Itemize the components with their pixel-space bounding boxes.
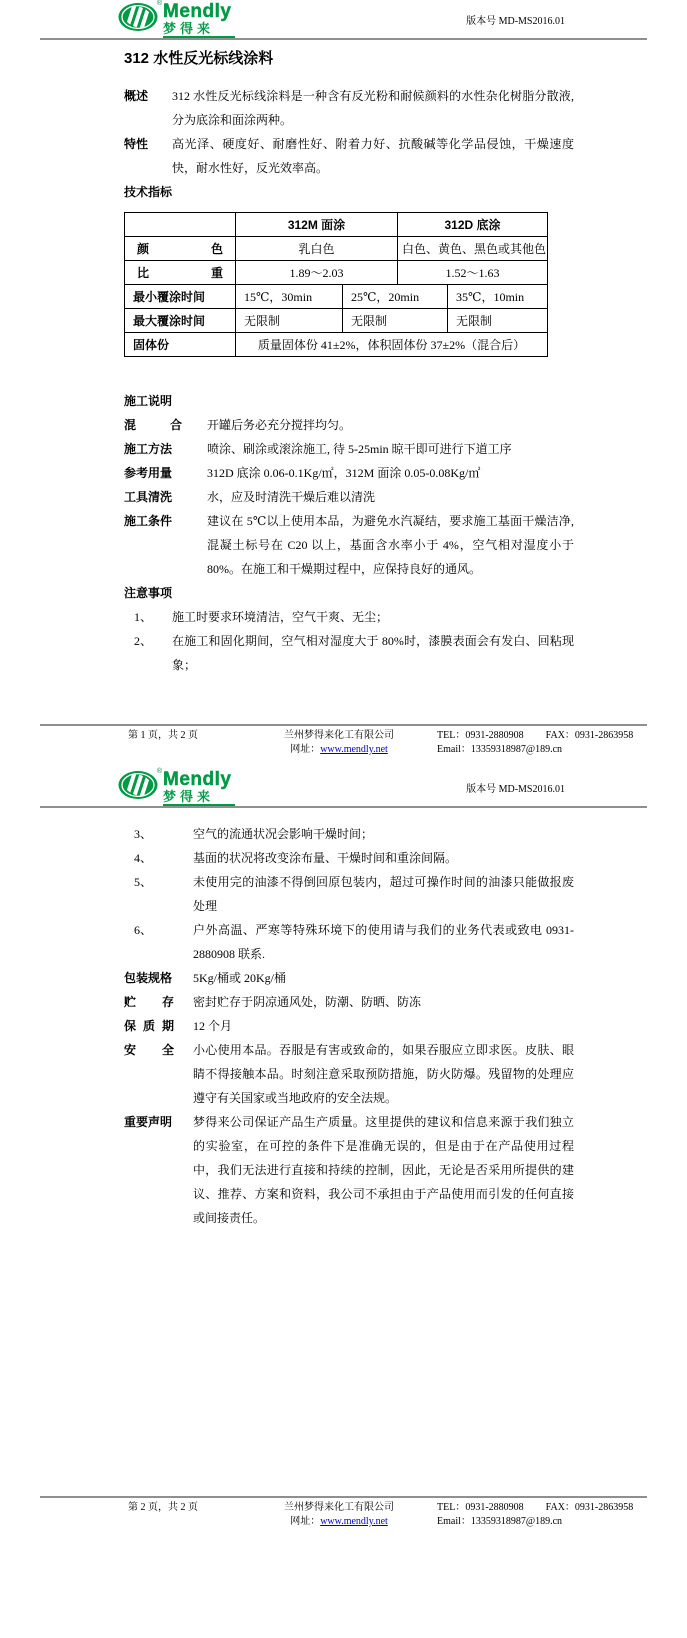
row-disclaimer — [124, 1110, 574, 1230]
note-item-3 — [124, 822, 574, 846]
notes-heading: 注意事项 — [124, 586, 173, 600]
page-number: 第 1 页，共 2 页 — [128, 730, 198, 741]
registered-mark: ® — [156, 0, 162, 7]
row-safety — [124, 1038, 574, 1110]
document-title: 312 水性反光标线涂料 — [124, 50, 274, 67]
conditions-label: 施工条件 — [124, 514, 173, 528]
note-4-text: 基面的状况将改变涂布量、干燥时间和重涂间隔。 — [193, 851, 458, 865]
packing-text: 5Kg/桶或 20Kg/桶 — [193, 971, 287, 985]
conditions-text: 建议在 5℃以上使用本品，为避免水汽凝结，要求施工基面干燥洁净, 混凝土标号在 C20 以上，基面含水率小于 4%，空气相对湿度小于 80%。在施工和干燥期过程中，应保持良好的通风。 — [207, 514, 574, 576]
header-divider — [40, 38, 647, 40]
section-features — [124, 132, 574, 180]
tel: TEL：0931-2880908 — [437, 1502, 524, 1513]
disclaimer-label: 重要声明 — [124, 1115, 173, 1129]
note-3-text: 空气的流通状况会影响干燥时间； — [193, 827, 374, 841]
page-2 — [0, 762, 687, 1638]
row-mixing — [124, 413, 574, 437]
footer-divider — [40, 1496, 647, 1498]
packing-label: 包装规格 — [124, 971, 173, 985]
storage-label: 贮存 — [124, 995, 174, 1009]
email: Email：13359318987@189.cn — [437, 744, 563, 755]
gravity-312d: 1.52～1.63 — [398, 261, 548, 285]
overview-text: 312 水性反光标线涂料是一种含有反光粉和耐候颜料的水性杂化树脂分散液, 分为底涂和面涂两种。 — [172, 89, 574, 127]
tool-cleaning-label: 工具清洗 — [124, 490, 173, 504]
company-name: 兰州梦得来化工有限公司 — [284, 730, 394, 741]
page1-footer — [0, 724, 687, 757]
row-storage — [124, 990, 574, 1014]
logo-wordmark — [163, 770, 235, 806]
note-6-num: 6、 — [134, 923, 153, 937]
company-name: 兰州梦得来化工有限公司 — [284, 1502, 394, 1513]
table-row-header — [125, 213, 548, 237]
note-item-4 — [124, 846, 574, 870]
tool-cleaning-text: 水，应及时清洗干燥后难以清洗 — [207, 490, 376, 504]
fax: FAX：0931-2863958 — [545, 1502, 634, 1513]
row-application-method — [124, 437, 574, 461]
logo-wordmark — [163, 2, 235, 38]
page-header — [0, 762, 687, 804]
tech-specs-heading: 技术指标 — [124, 185, 173, 199]
disclaimer-text: 梦得来公司保证产品生产质量。这里提供的建议和信息来源于我们独立的实验室，在可控的条件下是准确无误的，但是由于在产品使用过程中，我们无法进行直接和持续的控制，因此，无论是否采用所提供的建议、推荐、方案和资料，我公司不承担由于产品使用而引发的任何直接或间接责任。 — [193, 1115, 574, 1225]
col-header-312m: 312M 面涂 — [236, 213, 398, 237]
page-1 — [0, 0, 687, 762]
website-label: 网址： — [290, 744, 321, 755]
note-2-text: 在施工和固化期间，空气相对湿度大于 80%时，漆膜表面会有发白、回粘现象； — [172, 634, 574, 672]
tel: TEL：0931-2880908 — [437, 730, 524, 741]
note-4-num: 4、 — [134, 851, 153, 865]
note-5-text: 未使用完的油漆不得倒回原包装内，超过可操作时间的油漆只能做报废处理 — [193, 875, 574, 913]
application-method-text: 喷涂、刷涂或滚涂施工, 待 5-25min 晾干即可进行下道工序 — [207, 442, 512, 456]
contact-block — [437, 1501, 633, 1529]
gravity-label: 比重 — [125, 261, 236, 285]
min-recoat-25c: 25℃，20min — [343, 285, 448, 309]
email: Email：13359318987@189.cn — [437, 1516, 563, 1527]
mixing-label: 混合 — [124, 418, 182, 432]
note-item-6 — [124, 918, 574, 966]
note-2-num: 2、 — [134, 634, 153, 648]
application-method-label: 施工方法 — [124, 442, 173, 456]
contact-block — [437, 729, 633, 757]
color-312d: 白色、黄色、黑色或其他色 — [398, 237, 548, 261]
table-row-max-recoat — [125, 309, 548, 333]
logo-text-cn: 梦得来 — [163, 22, 235, 38]
note-item-1 — [124, 605, 574, 629]
note-5-num: 5、 — [134, 875, 153, 889]
row-conditions — [124, 509, 574, 581]
shelf-life-label: 保质期 — [124, 1019, 174, 1033]
header-divider — [40, 806, 647, 808]
page-number: 第 2 页，共 2 页 — [128, 1502, 198, 1513]
table-row-color — [125, 237, 548, 261]
max-recoat-2: 无限制 — [343, 309, 448, 333]
row-tool-cleaning — [124, 485, 574, 509]
table-row-solids — [125, 333, 548, 357]
max-recoat-3: 无限制 — [448, 309, 548, 333]
max-recoat-1: 无限制 — [236, 309, 343, 333]
version-label: 版本号 MD-MS2016.01 — [466, 16, 565, 27]
note-item-5 — [124, 870, 574, 918]
col-header-312d: 312D 底涂 — [398, 213, 548, 237]
company-block — [255, 729, 423, 757]
page2-footer — [0, 1496, 687, 1529]
construction-heading: 施工说明 — [124, 394, 173, 408]
coverage-text: 312D 底涂 0.06-0.1Kg/㎡，312M 面涂 0.05-0.08Kg/㎡ — [207, 466, 481, 480]
row-coverage — [124, 461, 574, 485]
brand-logo — [118, 2, 235, 38]
company-block — [255, 1501, 423, 1529]
registered-mark: ® — [156, 767, 162, 775]
table-row-gravity — [125, 261, 548, 285]
note-item-2 — [124, 629, 574, 677]
logo-text-en: Mendly — [163, 768, 232, 790]
mixing-text: 开罐后务必充分搅拌均匀。 — [207, 418, 352, 432]
gravity-312m: 1.89～2.03 — [236, 261, 398, 285]
tech-specs-table — [124, 212, 548, 357]
shelf-life-text: 12 个月 — [193, 1019, 233, 1033]
solids-label: 固体份 — [125, 333, 236, 357]
min-recoat-35c: 35℃，10min — [448, 285, 548, 309]
min-recoat-15c: 15℃，30min — [236, 285, 343, 309]
max-recoat-label: 最大覆涂时间 — [125, 309, 236, 333]
brand-logo — [118, 767, 235, 806]
color-label: 颜色 — [125, 237, 236, 261]
safety-text: 小心使用本品。吞服是有害或致命的，如果吞服应立即求医。皮肤、眼睛不得接触本品。时刻注意采取预防措施，防火防爆。残留物的处理应遵守有关国家或当地政府的安全法规。 — [193, 1043, 574, 1105]
website-label: 网址： — [290, 1516, 321, 1527]
footer-divider — [40, 724, 647, 726]
min-recoat-label: 最小覆涂时间 — [125, 285, 236, 309]
storage-text: 密封贮存于阴凉通风处，防潮、防晒、防冻 — [193, 995, 422, 1009]
table-row-min-recoat — [125, 285, 548, 309]
color-312m: 乳白色 — [236, 237, 398, 261]
page-header — [0, 0, 687, 36]
mendly-logo-icon — [118, 767, 162, 800]
logo-text-en: Mendly — [163, 0, 232, 22]
row-packing — [124, 966, 574, 990]
website-link[interactable]: www.mendly.net — [320, 744, 388, 755]
version-label: 版本号 MD-MS2016.01 — [466, 784, 565, 795]
logo-text-cn: 梦得来 — [163, 790, 235, 806]
note-1-text: 施工时要求环境清洁，空气干爽、无尘； — [172, 610, 389, 624]
website-link[interactable]: www.mendly.net — [320, 1516, 388, 1527]
features-label: 特性 — [124, 137, 149, 151]
solids-value: 质量固体份 41±2%，体积固体份 37±2%（混合后） — [236, 333, 548, 357]
fax: FAX：0931-2863958 — [545, 730, 634, 741]
features-text: 高光泽、硬度好、耐磨性好、附着力好、抗酸碱等化学品侵蚀，干燥速度快，耐水性好，反光效率高。 — [172, 137, 574, 175]
safety-label: 安全 — [124, 1043, 174, 1057]
overview-label: 概述 — [124, 89, 149, 103]
row-shelf-life — [124, 1014, 574, 1038]
note-3-num: 3、 — [134, 827, 153, 841]
note-6-text: 户外高温、严寒等特殊环境下的使用请与我们的业务代表或致电 0931-2880908 联系. — [193, 923, 574, 961]
mendly-logo-icon — [118, 2, 160, 32]
section-overview — [124, 84, 574, 132]
coverage-label: 参考用量 — [124, 466, 173, 480]
note-1-num: 1、 — [134, 610, 153, 624]
